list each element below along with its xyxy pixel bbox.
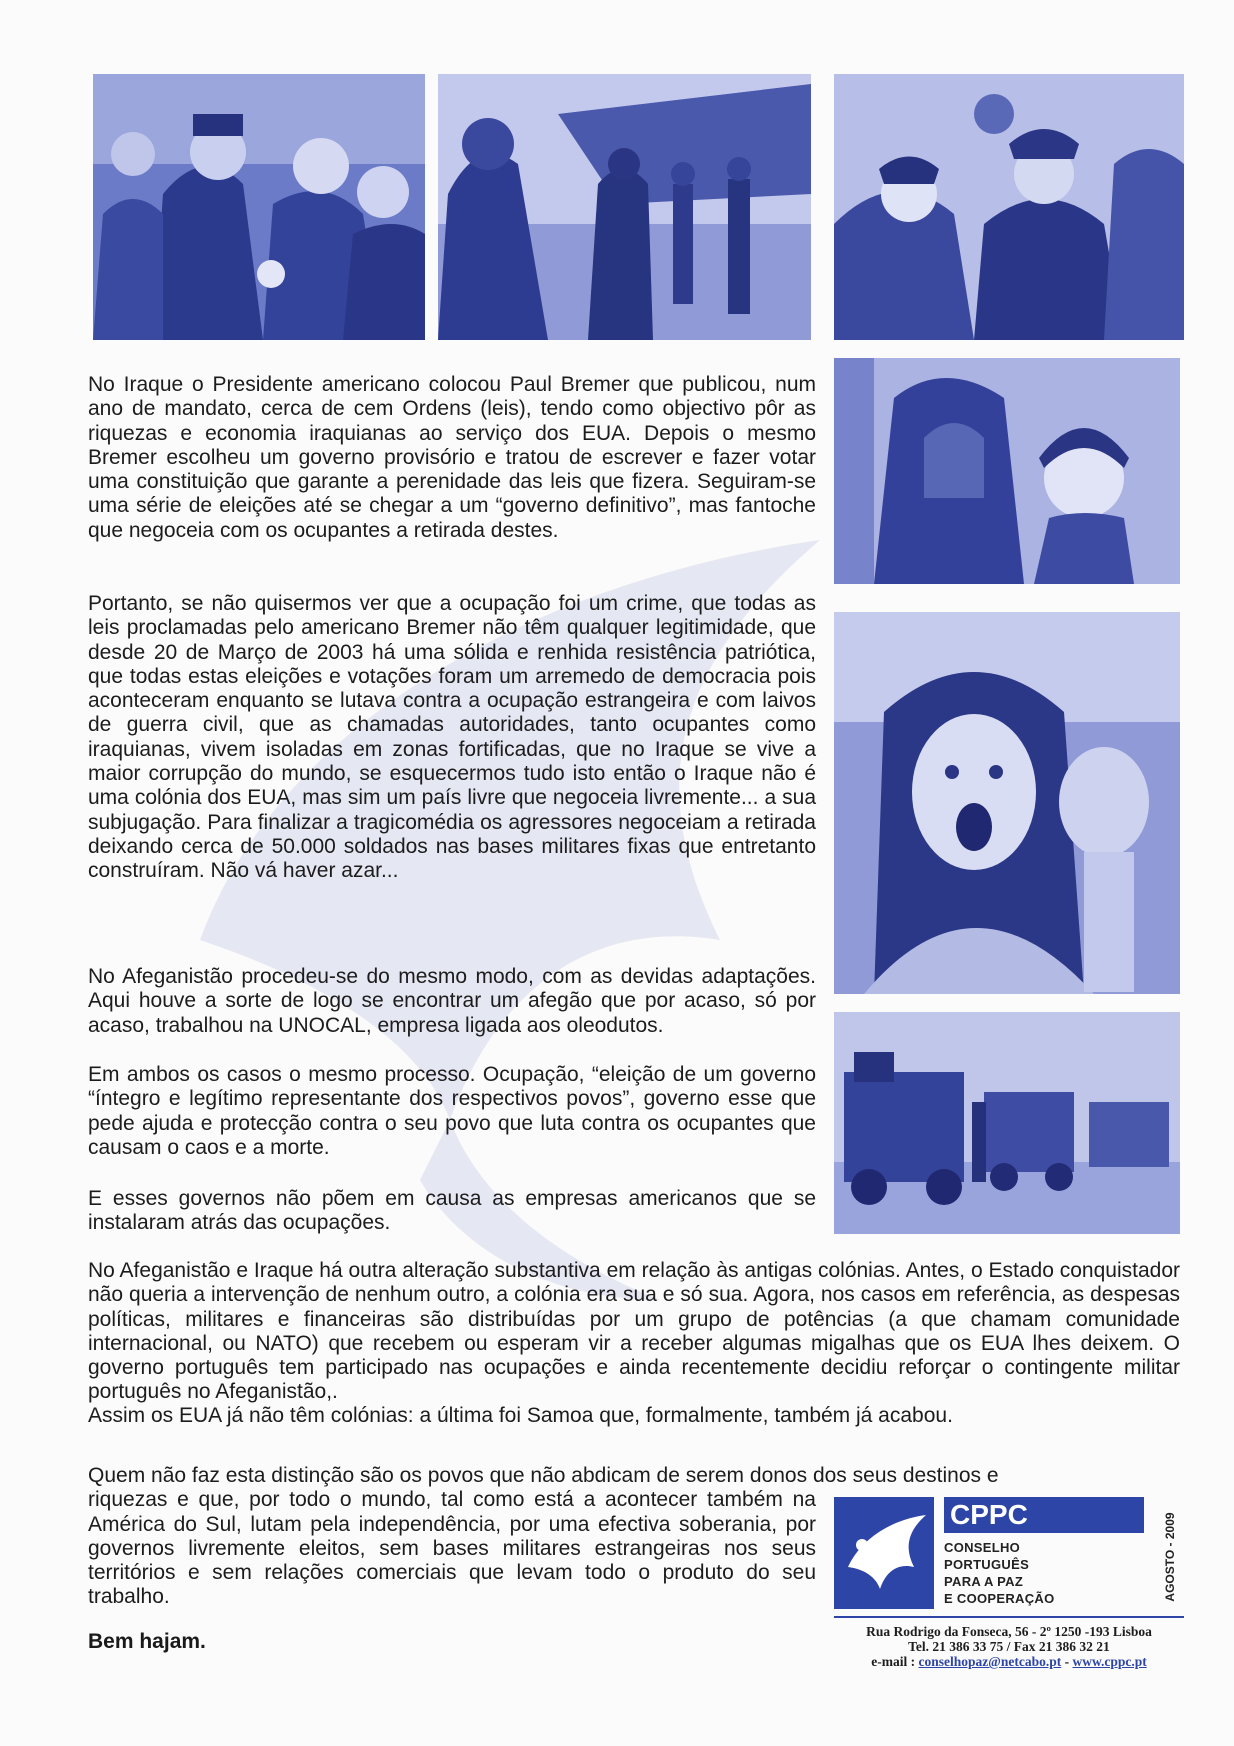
contact-website-link[interactable]: www.cppc.pt [1072,1654,1147,1669]
contact-email-link[interactable]: conselhopaz@netcabo.pt [918,1654,1062,1669]
paragraph-alteracao-substantiva: No Afeganistão e Iraque há outra alteração substantiva em relação às antigas colónias. Antes, o Estado conquistador não queria a intervenção de nenhum outro, a colónia era sua e só sua. Agora, nos casos em referência, as despesas políticas, militares e financeiras são distribuídas por um grupo de potências (a que chamam comunidade internacional, ou NATO) que recebem ou esperam vir a receber algumas migalhas que os EUA lhes deixem. O governo português tem participado nas ocupações e ainda recentemente decidiu reforçar o contingente militar português no Afeganistão,. [88,1259,1180,1404]
logo-line-1: CONSELHO [944,1540,1021,1555]
logo-acronym: CPPC [944,1497,1144,1533]
contact-email-label: e-mail : [871,1654,916,1669]
dove-logo-icon [834,1497,934,1609]
contact-separator: - [1064,1654,1070,1669]
refugees-walking-photo [834,74,1184,340]
paragraph-esses-governos: E esses governos não põem em causa as empresas americanos que se instalaram atrás das ocupações. [88,1187,816,1235]
logo-line-2: PORTUGUÊS [944,1557,1030,1572]
paragraph-afeganistao: No Afeganistão procedeu-se do mesmo modo, com as devidas adaptações. Aqui houve a sorte de logo se encontrar um afegão que por acaso, só por acaso, trabalhou na UNOCAL, empresa ligada aos oleodutos. [88,965,816,1037]
contact-block [834,1624,1184,1669]
logo-date [1160,1505,1180,1609]
paragraph-iraque-bremer: No Iraque o Presidente americano colocou Paul Bremer que publicou, num ano de mandato, cerca de cem Ordens (leis), tendo como objectivo pôr as riquezas e economia iraquianas ao serviço dos EUA. Depois o mesmo Bremer escolheu um governo provisório e tratou de escrever e fazer votar uma constituição que garante a perenidade das leis que fizera. Seguiram-se uma série de eleições até se chegar a um “governo definitivo”, mas fantoche que negoceia com os ocupantes a retirada destes. [88,373,816,542]
shouting-woman-photo [834,612,1180,994]
contact-address: Rua Rodrigo da Fonseca, 56 - 2º 1250 -193 Lisboa [866,1624,1152,1639]
military-convoy-photo [834,1012,1180,1234]
cppc-logo [834,1497,1184,1609]
contact-phone: Tel. 21 386 33 75 / Fax 21 386 32 21 [908,1639,1110,1654]
paragraph-quem-nao-faz-first-line: Quem não faz esta distinção são os povos que não abdicam de serem donos dos seus destinos e [88,1464,999,1487]
paragraph-portanto: Portanto, se não quisermos ver que a ocupação foi um crime, que todas as leis proclamadas pelo americano Bremer não têm qualquer legitimidade, que desde 20 de Março de 2003 há uma sólida e renhida resistência patriótica, que todas estas eleições e votações foram um arremedo de democracia pois aconteceram enquanto se lutava contra a ocupação estrangeira e com laivos de guerra civil, que as chamadas autoridades, tanto ocupantes como iraquianas, vivem isoladas em zonas fortificadas, que no Iraque se vive a maior corrupção do mundo, se esquecermos tudo isto então o Iraque não é uma colónia dos EUA, mas sim um país livre que negoceia livremente... a sua subjugação. Para finalizar a tragicomédia os agressores negoceiam a retirada deixando cerca de 50.000 soldados nas bases militares fixas que entretanto construíram. Não vá haver azar... [88,592,816,883]
women-and-child-photo [834,358,1180,584]
closing-greeting: Bem hajam. [88,1630,206,1653]
paragraph-samoa: Assim os EUA já não têm colónias: a última foi Samoa que, formalmente, também já acabou. [88,1404,953,1427]
footer-divider [834,1616,1184,1618]
handshake-group-photo [93,74,425,340]
paragraph-quem-nao-faz-rest: riquezas e que, por todo o mundo, tal como está a acontecer também na América do Sul, lutam pela independência, por uma efectiva soberania, por governos livremente eleitos, sem bases militares estrangeiras nos seus territórios e sem relações comerciais que levam todo o produto do seu trabalho. [88,1488,816,1609]
logo-line-3: PARA A PAZ [944,1574,1024,1589]
paragraph-ambos-os-casos: Em ambos os casos o mesmo processo. Ocupação, “eleição de um governo “íntegro e legítimo representante dos respectivos povos”, governo esse que pede ajuda e protecção contra o seu povo que luta contra os ocupantes que causam o caos e a morte. [88,1063,816,1159]
logo-date-text: AGOSTO - 2009 [1163,1512,1177,1602]
soldier-at-airfield-photo [438,74,811,340]
contact-email-line [834,1654,1184,1669]
logo-line-4: E COOPERAÇÃO [944,1591,1055,1606]
